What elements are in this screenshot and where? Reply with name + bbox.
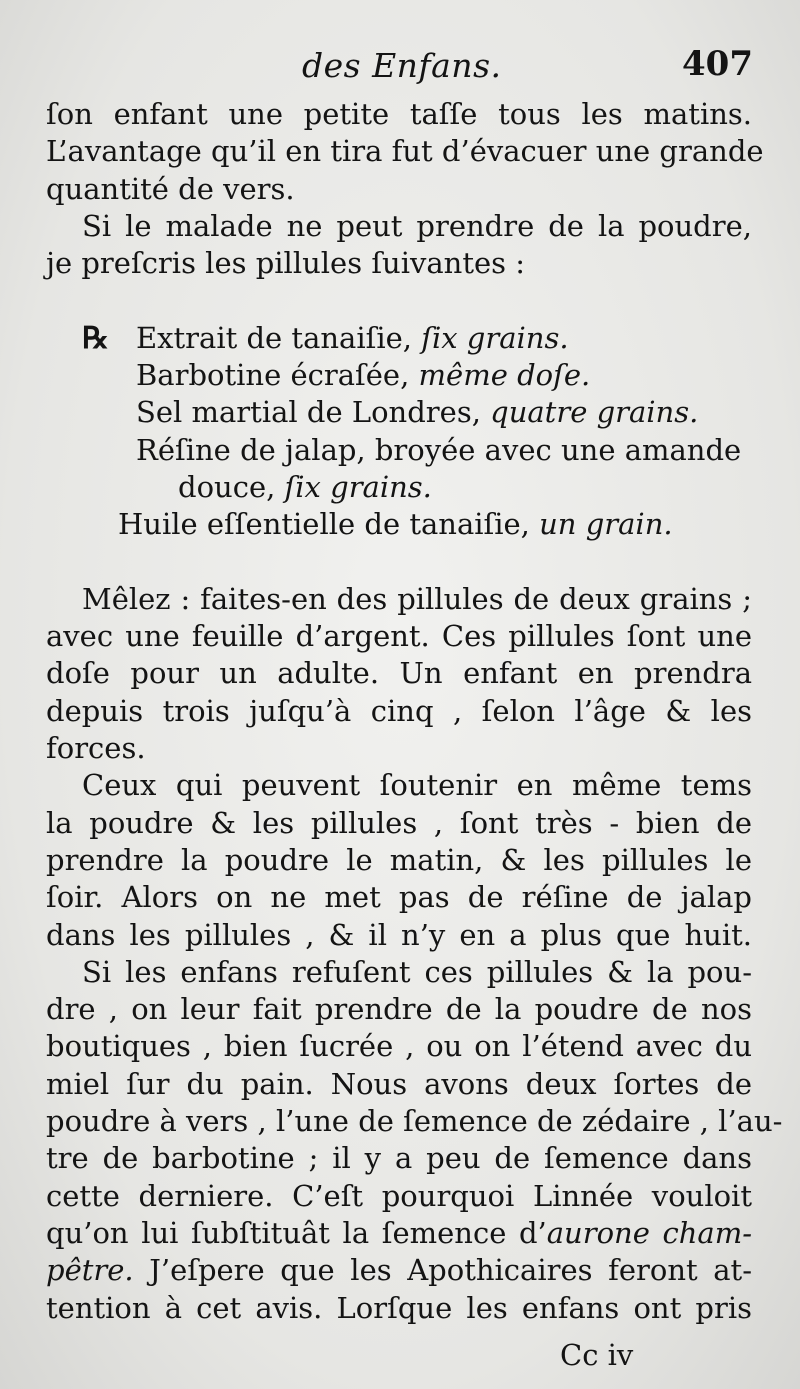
paragraph-2	[46, 208, 752, 283]
ingredient-dose: ſix grains.	[421, 320, 569, 355]
signature-mark: Cc iv	[560, 1338, 634, 1372]
text-segment: J’eſpere que les Apothicaires feront at-	[133, 1253, 752, 1288]
text-line: doſe pour un adulte. Un enfant en prendra	[46, 656, 752, 691]
ingredient-name: Extrait de tanaiſie,	[136, 320, 422, 355]
ingredient-dose: même doſe.	[418, 358, 591, 393]
recipe-item	[46, 432, 752, 469]
ingredient-name: Sel martial de Londres,	[136, 395, 491, 430]
paragraph-3	[46, 581, 752, 767]
recipe-item	[46, 357, 752, 394]
ingredient-dose: ſix grains.	[284, 469, 432, 504]
text-line: boutiques , bien ſucrée , ou on l’étend avec du	[46, 1029, 752, 1064]
text-line: je preſcris les pillules ſuivantes :	[46, 246, 526, 281]
text-line: miel ſur du pain. Nous avons deux ſortes de	[46, 1066, 752, 1101]
ingredient-name: douce,	[178, 469, 285, 504]
ingredient-name: Barbotine écraſée,	[136, 358, 419, 393]
recipe-item	[46, 506, 752, 543]
text-line: L’avantage qu’il en tira fut d’évacuer une grande	[46, 134, 764, 169]
text-line: dans les pillules , & il n’y en a plus que huit.	[46, 917, 752, 952]
text-line: ſoir. Alors on ne met pas de réſine de jalap	[46, 880, 752, 915]
recipe-item	[46, 320, 752, 357]
text-line: ſon enfant une petite taſſe tous les matins.	[46, 97, 752, 131]
recipe-item	[46, 469, 752, 506]
running-title: des Enfans.	[302, 46, 502, 85]
text-line: Ceux qui peuvent ſoutenir en même tems	[82, 768, 752, 803]
text-line: tention à cet avis. Lorſque les enfans ont pris	[46, 1290, 752, 1325]
paragraph-1	[46, 96, 764, 208]
italic-segment: pêtre.	[46, 1253, 134, 1288]
recipe	[46, 320, 752, 544]
ingredient-name: Réſine de jalap, broyée avec une amande	[136, 432, 742, 467]
recipe-symbol-icon: ℞	[82, 320, 109, 356]
text-line: quantité de vers.	[46, 171, 295, 206]
paragraph-4	[46, 767, 752, 953]
ingredient-name: Huile eſſentielle de tanaiſie,	[118, 507, 540, 542]
page-header	[0, 44, 800, 94]
spacer	[46, 544, 752, 581]
text-line: prendre la poudre le matin, & les pillules le	[46, 842, 752, 877]
text-line: Mêlez : faites-en des pillules de deux grains ;	[82, 581, 752, 616]
text-line: dre , on leur fait prendre de la poudre de nos	[46, 992, 752, 1027]
text-line: la poudre & les pillules , ſont très - bien de	[46, 805, 752, 840]
paragraph-5	[46, 954, 783, 1327]
page-number: 407	[682, 44, 753, 84]
text-line: Si les enfans refuſent ces pillules & la pou-	[82, 954, 752, 989]
text-line: depuis trois juſqu’à cinq , ſelon l’âge & les	[46, 693, 752, 728]
text-line: avec une feuille d’argent. Ces pillules ſont une	[46, 619, 752, 654]
body-text	[46, 96, 783, 1327]
text-line	[46, 1252, 752, 1289]
text-line: poudre à vers , l’une de ſemence de zédaire , l’au-	[46, 1104, 783, 1139]
ingredient-dose: quatre grains.	[490, 395, 699, 430]
spacer	[46, 282, 752, 319]
text-line: Si le malade ne peut prendre de la poudre,	[82, 208, 752, 243]
text-line: cette derniere. C’eſt pourquoi Linnée vouloit	[46, 1178, 752, 1213]
recipe-item	[46, 394, 752, 431]
text-segment: qu’on lui ſubſtituât la ſemence d’	[46, 1215, 547, 1250]
text-line	[46, 1215, 752, 1252]
text-line: forces.	[46, 731, 146, 766]
text-line: tre de barbotine ; il y a peu de ſemence dans	[46, 1141, 752, 1176]
italic-segment: aurone cham-	[546, 1215, 753, 1250]
ingredient-dose: un grain.	[539, 507, 673, 542]
